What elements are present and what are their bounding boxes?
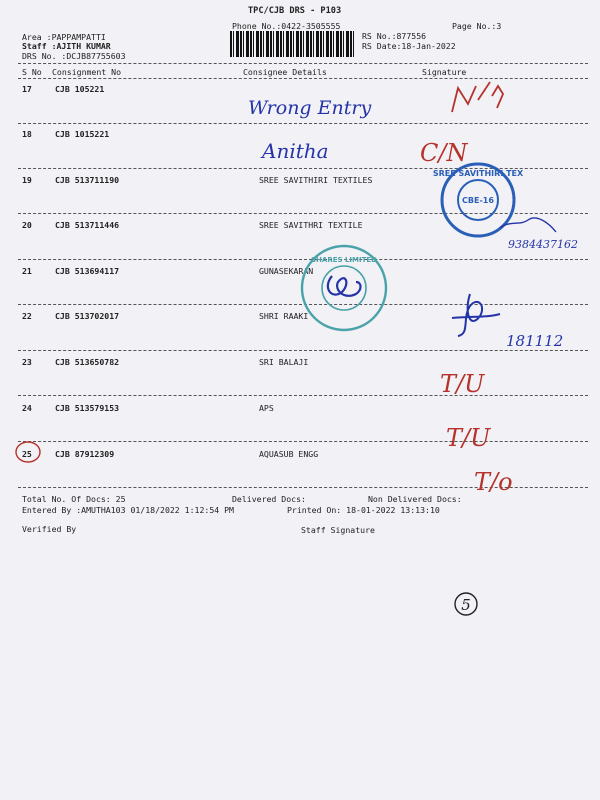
- col-consignee: Consignee Details: [243, 67, 327, 77]
- non-delivered-docs: Non Delivered Docs:: [368, 494, 462, 504]
- circle-row25: [16, 442, 40, 462]
- savithri-stamp-text: SREE SAVITHIRI TEX: [432, 169, 524, 178]
- staff-label: Staff :AJITH KUMAR: [22, 41, 111, 51]
- drs-number: DRS No. :DCJB87755603: [22, 51, 126, 61]
- row-sno: 18: [22, 129, 32, 139]
- delivered-docs: Delivered Docs:: [232, 494, 306, 504]
- row-consignment: CJB 105221: [55, 84, 105, 94]
- row-consignment: CJB 513702017: [55, 311, 120, 321]
- col-signature: Signature: [422, 67, 467, 77]
- row-consignee: SREE SAVITHRI TEXTILE: [259, 220, 363, 230]
- savithri-stamp: [433, 164, 524, 236]
- phone-number: Phone No.:0422-3505555: [232, 21, 341, 31]
- row-consignment: CJB 1015221: [55, 129, 110, 139]
- row-consignee: AQUASUB ENGG: [259, 449, 319, 459]
- handwriting-tu-row24: T/U: [446, 424, 491, 452]
- col-sno: S No: [22, 67, 42, 77]
- row-consignment: CJB 513711446: [55, 220, 120, 230]
- savithri-stamp-code: CBE-16: [462, 196, 494, 205]
- row-consignee: GUNASEKARAN: [259, 266, 314, 276]
- total-docs: Total No. Of Docs: 25: [22, 494, 126, 504]
- row-sno: 25: [22, 449, 32, 459]
- staff-signature-label: Staff Signature: [301, 525, 375, 535]
- row-consignment: CJB 513694117: [55, 266, 120, 276]
- page-number: Page No.:3: [452, 21, 502, 31]
- row-sno: 19: [22, 175, 32, 185]
- row-sno: 22: [22, 311, 32, 321]
- handwriting-cn: C/N: [420, 139, 468, 167]
- rs-number: RS No.:877556: [362, 31, 427, 41]
- handwriting-phone: 9384437162: [508, 238, 578, 251]
- page-circle-number: 5: [461, 596, 471, 614]
- verified-by: Verified By: [22, 524, 77, 534]
- row-consignment: CJB 513579153: [55, 403, 120, 413]
- row-consignee: SHRI RAAKI: [259, 311, 309, 321]
- row-consignee: SREE SAVITHIRI TEXTILES: [259, 175, 373, 185]
- row-consignee: APS: [259, 403, 274, 413]
- scribble-signature: [452, 82, 503, 112]
- handwriting-tu-row23: T/U: [440, 370, 485, 398]
- scribble-row22-signature: [452, 294, 500, 336]
- row-sno: 20: [22, 220, 32, 230]
- handwriting-181112: 181112: [506, 332, 564, 350]
- row-sno: 24: [22, 403, 32, 413]
- row-consignee: SRI BALAJI: [259, 357, 309, 367]
- row-consignment: CJB 513650782: [55, 357, 120, 367]
- rs-date: RS Date:18-Jan-2022: [362, 41, 456, 51]
- document-title: TPC/CJB DRS - P103: [248, 6, 342, 16]
- row-consignment: CJB 513711190: [55, 175, 120, 185]
- gunasekaran-stamp-text: SHARES LIMITED: [311, 256, 377, 264]
- handwriting-wrong-entry: Wrong Entry: [248, 97, 372, 119]
- row-sno: 23: [22, 357, 32, 367]
- row-sno: 17: [22, 84, 32, 94]
- row-sno: 21: [22, 266, 32, 276]
- area-label: Area :PAPPAMPATTI: [22, 32, 106, 42]
- handwriting-anitha: Anitha: [262, 139, 329, 163]
- printed-on: Printed On: 18-01-2022 13:13:10: [287, 505, 440, 515]
- scribble-gunasekaran-signature: [328, 276, 361, 296]
- col-consignment: Consignment No: [52, 67, 122, 77]
- entered-by: Entered By :AMUTHA103 01/18/2022 1:12:54 PM: [22, 505, 234, 515]
- row-consignment: CJB 87912309: [55, 449, 115, 459]
- handwriting-to-row25: T/o: [474, 468, 513, 496]
